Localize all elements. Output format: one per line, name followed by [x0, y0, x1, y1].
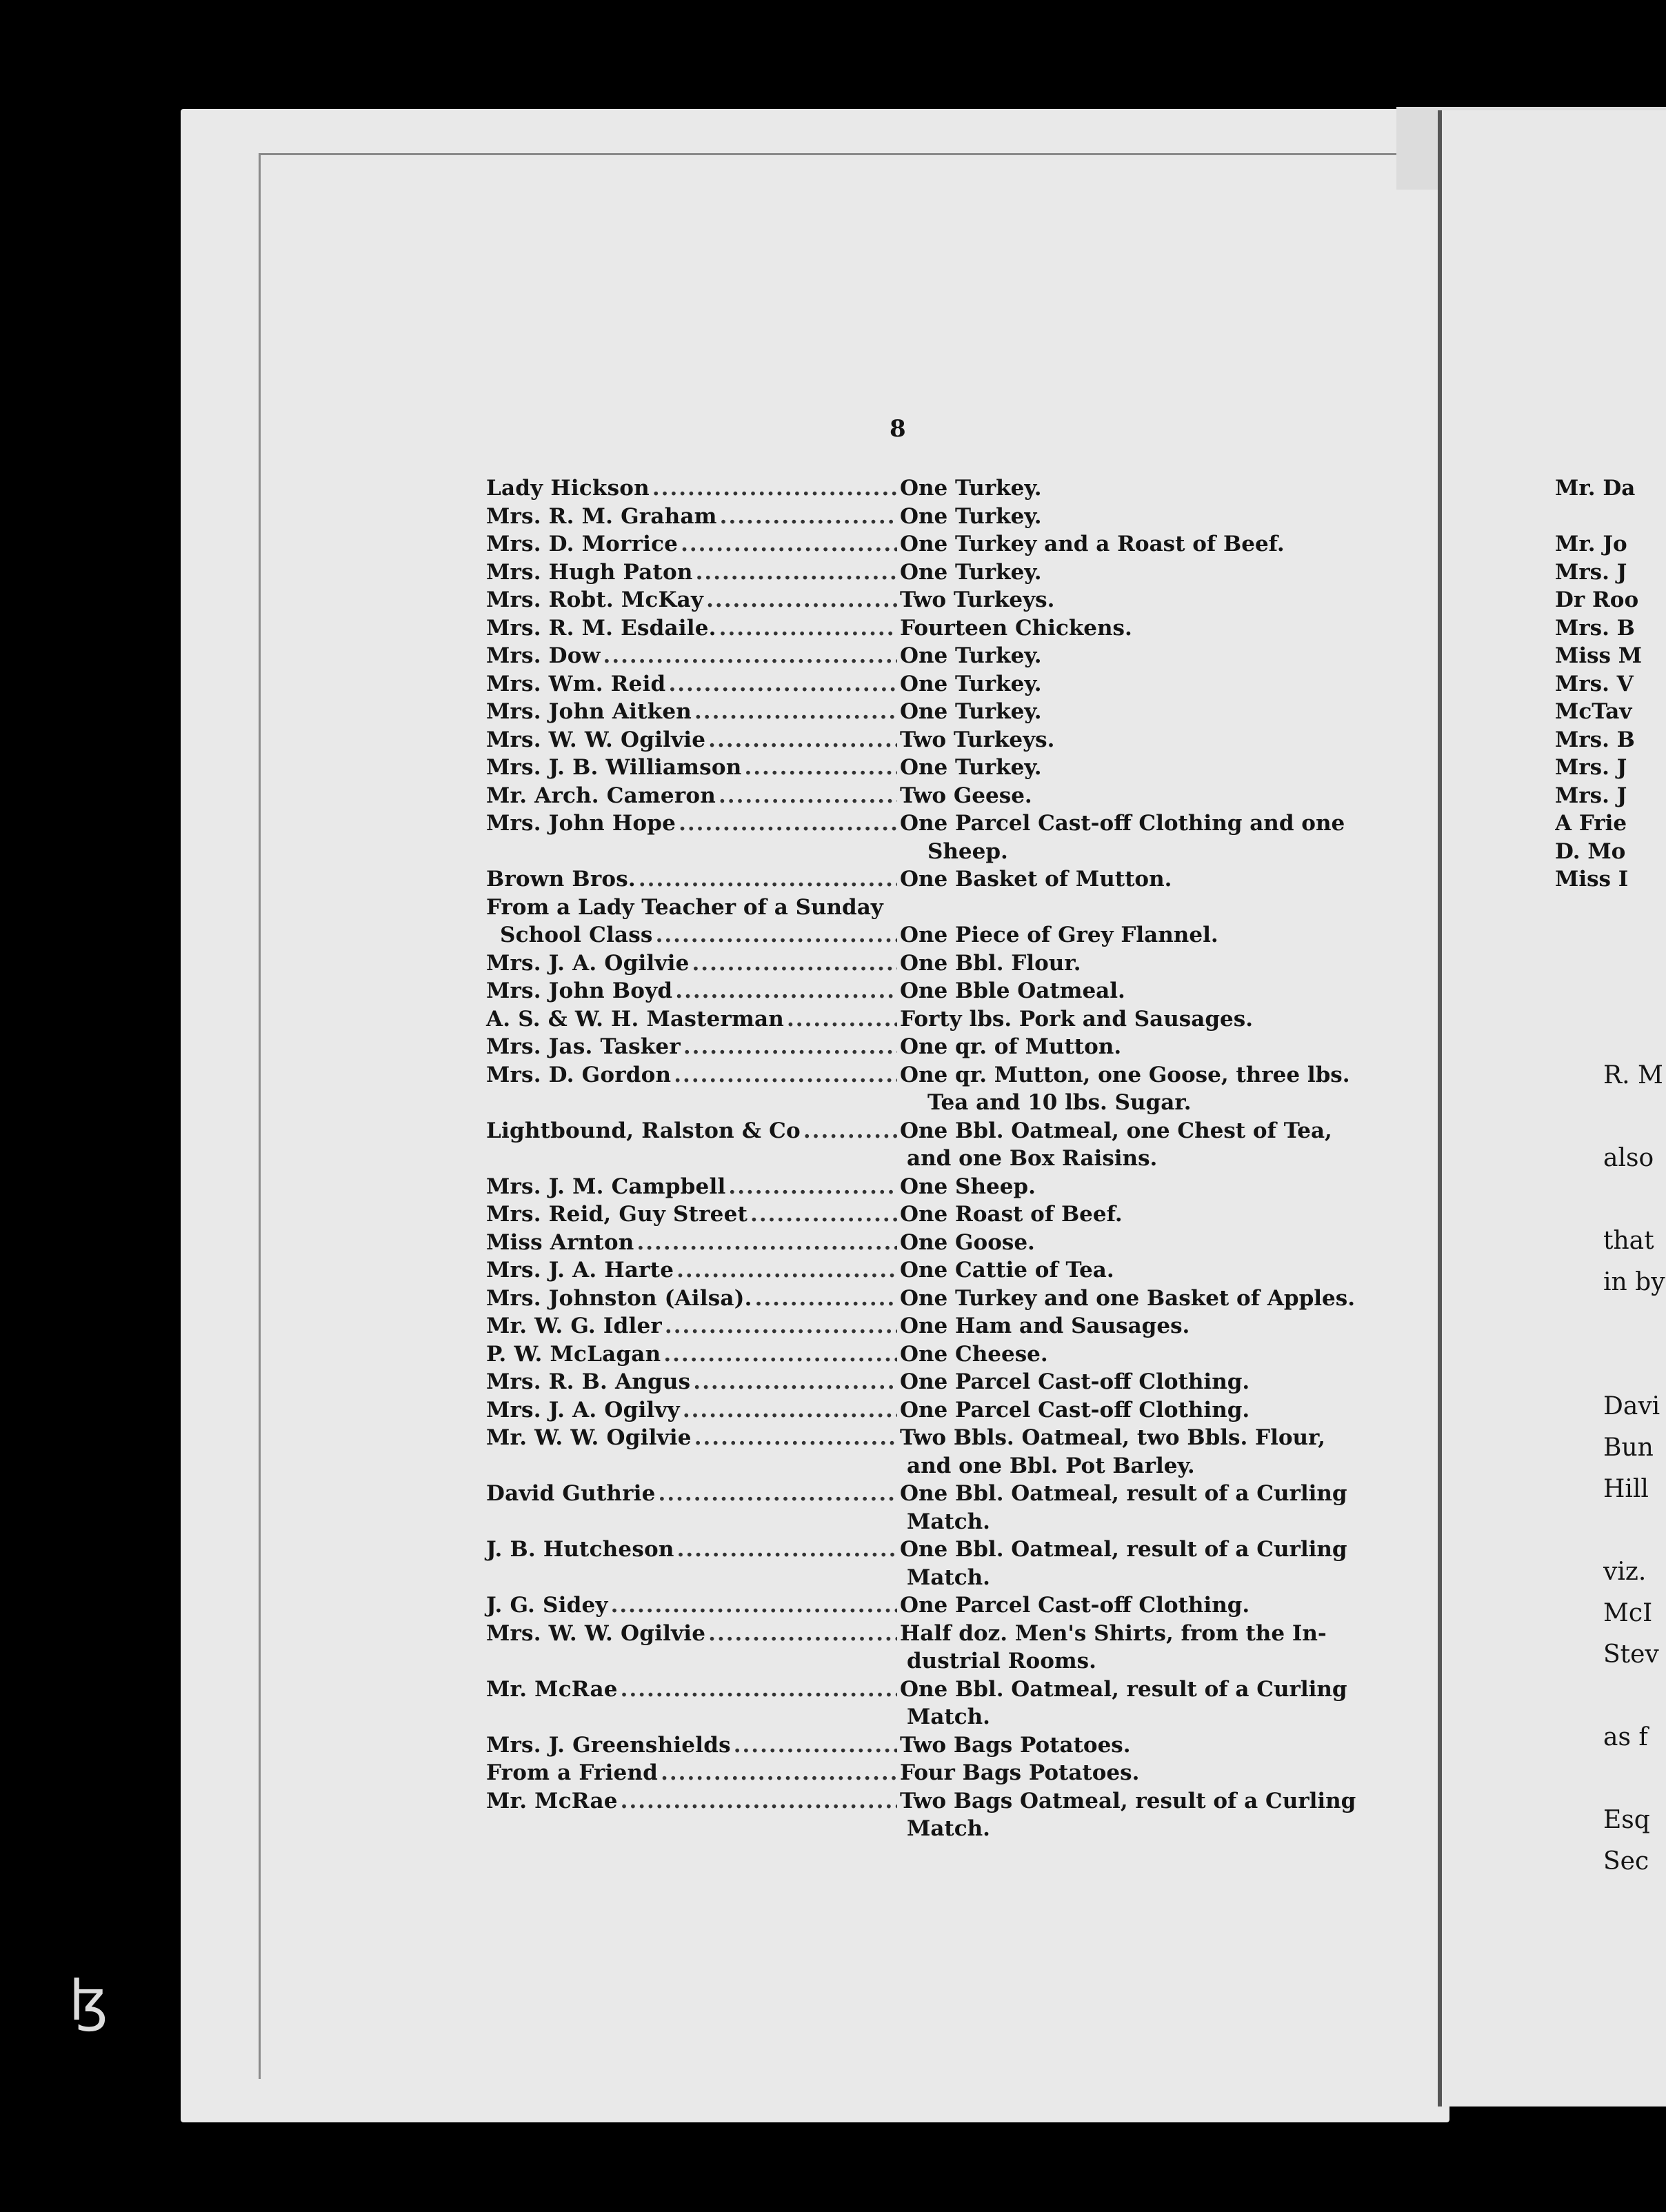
gift-description: One Turkey and one Basket of Apples. — [900, 1285, 1355, 1311]
gift-description: One Turkey. — [900, 643, 1042, 668]
gift-description: One Basket of Mutton. — [900, 867, 1172, 892]
donor-name: Mrs. Dow — [486, 643, 601, 668]
gift-continuation: Match. — [907, 1565, 990, 1590]
gift-description: One Turkey. — [900, 671, 1042, 696]
gift-continuation: Match. — [907, 1509, 990, 1534]
right-column-fragment: Mrs. V — [1555, 671, 1634, 696]
dot-leader — [679, 810, 897, 838]
donation-entry — [486, 1368, 1314, 1396]
donation-entry — [486, 1759, 1314, 1787]
gift-description: One qr. Mutton, one Goose, three lbs. — [900, 1062, 1350, 1087]
right-body-fragment: Esq — [1603, 1806, 1650, 1834]
dot-leader — [652, 474, 897, 503]
dot-leader — [706, 586, 897, 614]
gift-description: Half doz. Men's Shirts, from the In- — [900, 1620, 1327, 1646]
right-body-fragment: in by — [1603, 1268, 1665, 1296]
dot-leader — [734, 1731, 897, 1760]
donation-entry — [486, 503, 1314, 531]
donor-name: Mrs. John Boyd — [486, 978, 673, 1003]
donor-name: P. W. McLagan — [486, 1341, 661, 1367]
donation-entry — [486, 1256, 1314, 1285]
right-column-fragment: Miss M — [1555, 643, 1643, 668]
donation-entry — [486, 698, 1314, 726]
dot-leader — [656, 921, 897, 949]
donor-name: Mrs. J. Greenshields — [486, 1732, 731, 1758]
donor-name: Mrs. J. A. Ogilvie — [486, 950, 690, 976]
dot-leader — [621, 1787, 897, 1816]
dot-leader — [803, 1117, 897, 1145]
donor-name: Mrs. W. W. Ogilvie — [486, 727, 706, 752]
gift-description: One Turkey. — [900, 559, 1042, 585]
donor-name: Mrs. D. Morrice — [486, 532, 679, 556]
right-body-fragment: R. M — [1603, 1061, 1663, 1089]
right-body-fragment: Hill — [1603, 1475, 1649, 1503]
right-page-donor-column — [1555, 474, 1665, 894]
right-column-fragment: Mr. Da — [1555, 476, 1636, 501]
dot-leader — [639, 865, 897, 894]
donation-entry — [486, 1620, 1327, 1676]
gift-continuation: Match. — [907, 1705, 990, 1729]
donor-name: Mrs. John Aitken — [486, 699, 692, 724]
gift-description: One Bbl. Oatmeal, result of a Curling — [900, 1537, 1347, 1562]
gift-description: Two Turkeys. — [900, 587, 1055, 612]
right-column-fragment: Miss I — [1555, 867, 1629, 892]
dot-leader — [755, 1285, 897, 1313]
donation-entry — [486, 865, 1314, 894]
gift-description: One Parcel Cast-off Clothing. — [900, 1397, 1250, 1422]
dot-leader — [696, 559, 897, 587]
donation-entry — [486, 1173, 1314, 1201]
donor-name: Mr. W. W. Ogilvie — [486, 1425, 692, 1450]
gift-description: One Goose. — [900, 1229, 1035, 1255]
donor-name: David Guthrie — [486, 1481, 656, 1506]
donation-entry — [486, 1424, 1325, 1480]
donation-entry — [486, 977, 1314, 1005]
dot-leader — [750, 1200, 897, 1229]
donation-entry — [486, 559, 1314, 587]
right-body-fragment: Bun — [1603, 1434, 1654, 1462]
gift-description: One Bbl. Oatmeal, result of a Curling — [900, 1676, 1347, 1702]
right-column-fragment: Mrs. B — [1555, 615, 1635, 641]
dot-leader — [744, 754, 897, 782]
dot-leader — [661, 1759, 897, 1787]
donation-entry — [486, 614, 1314, 643]
donor-name: Mr. McRae — [486, 1788, 618, 1813]
gift-description: Two Bags Oatmeal, result of a Curling — [900, 1788, 1356, 1813]
donor-name: Mrs. W. W. Ogilvie — [486, 1620, 706, 1646]
dot-leader — [708, 726, 897, 754]
donation-entry — [486, 670, 1314, 698]
donor-name: Mrs. J. A. Ogilvy — [486, 1397, 680, 1422]
donation-entry — [486, 1229, 1314, 1257]
donation-entry — [486, 894, 1314, 949]
gift-continuation: Match. — [907, 1816, 990, 1841]
right-body-fragment — [1603, 1179, 1666, 1220]
donor-name: Mrs. J. A. Harte — [486, 1258, 674, 1283]
donation-entry — [486, 810, 1345, 865]
donation-entry — [486, 642, 1314, 670]
dot-leader — [693, 1368, 897, 1396]
donation-entry — [486, 1591, 1314, 1620]
right-body-fragment — [1603, 1096, 1666, 1138]
right-body-fragment — [1603, 1303, 1666, 1345]
donation-entry — [486, 1285, 1355, 1313]
gift-description: One Bbl. Oatmeal, one Chest of Tea, — [900, 1118, 1332, 1143]
right-body-fragment — [1603, 1345, 1666, 1386]
right-body-fragment — [1603, 1676, 1666, 1717]
gift-description: One Roast of Beef. — [900, 1202, 1123, 1227]
dot-leader — [720, 503, 897, 531]
dot-leader — [719, 782, 897, 810]
dot-leader — [665, 1312, 897, 1340]
right-page-body-text — [1603, 1055, 1666, 1882]
gift-description: One Piece of Grey Flannel. — [900, 923, 1218, 947]
dot-leader — [787, 1005, 897, 1034]
donor-name: Mrs. Johnston (Ailsa). — [486, 1285, 752, 1311]
donor-name: Mrs. Hugh Paton — [486, 559, 693, 585]
dot-leader — [663, 1340, 897, 1369]
dot-leader — [719, 614, 897, 643]
donation-entry — [486, 1480, 1347, 1536]
right-body-fragment: Sec — [1603, 1847, 1649, 1876]
dot-leader — [621, 1676, 897, 1704]
right-body-fragment: Stev — [1603, 1640, 1659, 1669]
right-column-fragment: Mrs. J — [1555, 559, 1627, 585]
dot-leader — [708, 1620, 897, 1648]
donor-name: Lightbound, Ralston & Co — [486, 1118, 801, 1143]
donation-entry — [486, 530, 1314, 559]
donor-name: Mrs. D. Gordon — [486, 1062, 672, 1087]
donor-heading: From a Lady Teacher of a Sunday — [486, 894, 883, 920]
gift-description: One Turkey. — [900, 699, 1042, 724]
donor-name: Mrs. Wm. Reid — [486, 671, 666, 696]
donor-name: Mrs. J. B. Williamson — [486, 755, 742, 780]
right-body-fragment: also — [1603, 1144, 1654, 1172]
gift-description: One Turkey and a Roast of Beef. — [900, 532, 1285, 556]
dot-leader — [728, 1173, 897, 1201]
donation-entry — [486, 1731, 1314, 1760]
donation-entry — [486, 1536, 1347, 1591]
gift-continuation: Tea and 10 lbs. Sugar. — [927, 1090, 1192, 1115]
donation-entry — [486, 782, 1314, 810]
donation-list — [486, 474, 1356, 1843]
gift-description: One Turkey. — [900, 476, 1042, 501]
gift-description: Forty lbs. Pork and Sausages. — [900, 1006, 1253, 1032]
donor-name: Mrs. R. M. Esdaile. — [486, 615, 716, 641]
gift-description: One Parcel Cast-off Clothing. — [900, 1369, 1250, 1394]
gift-description: One Parcel Cast-off Clothing. — [900, 1593, 1250, 1618]
donation-entry — [486, 1340, 1314, 1369]
gift-continuation: dustrial Rooms. — [907, 1649, 1096, 1673]
donor-name: From a Friend — [486, 1760, 659, 1785]
donation-entry — [486, 726, 1314, 754]
gift-description: One Cattie of Tea. — [900, 1258, 1114, 1283]
right-column-fragment: McTav — [1555, 699, 1632, 724]
dot-leader — [636, 1229, 897, 1257]
dot-leader — [683, 1396, 897, 1425]
dot-leader — [683, 1033, 897, 1061]
right-column-fragment: Dr Roo — [1555, 587, 1639, 612]
donor-name: Lady Hickson — [486, 476, 650, 501]
gift-description: One Ham and Sausages. — [900, 1314, 1190, 1338]
gift-description: Two Geese. — [900, 783, 1032, 808]
gift-description: One qr. of Mutton. — [900, 1034, 1122, 1059]
donation-entry — [486, 1200, 1314, 1229]
gift-description: Two Bbls. Oatmeal, two Bbls. Flour, — [900, 1425, 1325, 1450]
dot-leader — [681, 530, 897, 559]
donor-name: Brown Bros. — [486, 867, 636, 892]
gift-description: Two Bags Potatoes. — [900, 1732, 1131, 1758]
dot-leader — [676, 1256, 897, 1285]
donation-entry — [486, 1033, 1314, 1061]
gift-description: Two Turkeys. — [900, 727, 1055, 752]
right-column-fragment: Mr. Jo — [1555, 532, 1627, 556]
dot-leader — [694, 1424, 897, 1452]
donation-entry — [486, 1117, 1332, 1173]
dot-leader — [659, 1480, 897, 1508]
dot-leader — [677, 1536, 897, 1564]
gift-description: One Turkey. — [900, 503, 1042, 529]
dot-leader — [694, 698, 897, 726]
gift-description: One Bble Oatmeal. — [900, 978, 1125, 1003]
dot-leader — [668, 670, 897, 698]
donation-entry — [486, 1396, 1314, 1425]
donor-name: Mr. W. G. Idler — [486, 1314, 662, 1338]
dot-leader — [674, 1061, 897, 1089]
donor-name: Mr. Arch. Cameron — [486, 783, 716, 808]
donor-name: Miss Arnton — [486, 1229, 634, 1255]
right-body-fragment: as f — [1603, 1723, 1648, 1751]
right-body-fragment: McI — [1603, 1599, 1653, 1627]
gift-description: One Turkey. — [900, 755, 1042, 780]
right-column-fragment — [1555, 503, 1665, 531]
right-column-fragment: Mrs. J — [1555, 755, 1627, 780]
donor-name: Mrs. John Hope — [486, 811, 676, 836]
donation-entry — [486, 1787, 1356, 1843]
right-body-fragment — [1603, 1510, 1666, 1551]
dot-leader — [692, 949, 897, 978]
right-column-fragment: D. Mo — [1555, 838, 1626, 864]
donor-name: Mrs. R. M. Graham — [486, 503, 717, 529]
right-body-fragment: Davi — [1603, 1392, 1660, 1420]
right-body-fragment — [1603, 1758, 1666, 1800]
page-number: 8 — [890, 415, 906, 443]
gift-description: Four Bags Potatoes. — [900, 1760, 1140, 1785]
donation-entry — [486, 1061, 1350, 1117]
donation-entry — [486, 586, 1314, 614]
gift-description: One Bbl. Flour. — [900, 950, 1081, 976]
gift-description: One Cheese. — [900, 1341, 1048, 1367]
dot-leader — [603, 642, 897, 670]
donor-name: Mr. McRae — [486, 1676, 618, 1702]
donor-name: Mrs. Jas. Tasker — [486, 1034, 681, 1059]
right-column-fragment: Mrs. J — [1555, 783, 1627, 808]
right-column-fragment: Mrs. B — [1555, 727, 1635, 752]
gift-description: One Bbl. Oatmeal, result of a Curling — [900, 1481, 1347, 1506]
donor-name: Mrs. J. M. Campbell — [486, 1174, 726, 1199]
donation-entry — [486, 949, 1314, 978]
donation-entry — [486, 474, 1314, 503]
gift-description: One Sheep. — [900, 1174, 1036, 1199]
donation-entry — [486, 1005, 1314, 1034]
gift-continuation: and one Bbl. Pot Barley. — [907, 1453, 1195, 1478]
gift-description: One Parcel Cast-off Clothing and one — [900, 811, 1345, 836]
donor-name: J. G. Sidey — [486, 1593, 608, 1618]
right-body-fragment: viz. — [1603, 1558, 1647, 1586]
gift-description: Fourteen Chickens. — [900, 615, 1132, 641]
donor-name: A. S. & W. H. Masterman — [486, 1006, 784, 1032]
dot-leader — [675, 977, 897, 1005]
donor-name: J. B. Hutcheson — [486, 1537, 674, 1562]
donation-entry — [486, 1676, 1347, 1731]
dot-leader — [611, 1591, 897, 1620]
gift-continuation: Sheep. — [927, 838, 1008, 864]
handwritten-margin-mark: ɮ — [69, 1969, 108, 2033]
donor-name: Mrs. R. B. Angus — [486, 1369, 691, 1394]
right-column-fragment: A Frie — [1555, 811, 1627, 836]
donor-name: Mrs. Robt. McKay — [486, 587, 704, 612]
right-body-fragment: that — [1603, 1227, 1654, 1255]
donation-entry — [486, 1312, 1314, 1340]
donor-name: Mrs. Reid, Guy Street — [486, 1202, 748, 1227]
donation-entry — [486, 754, 1314, 782]
gift-continuation: and one Box Raisins. — [907, 1146, 1158, 1171]
donor-name: School Class — [500, 923, 653, 947]
